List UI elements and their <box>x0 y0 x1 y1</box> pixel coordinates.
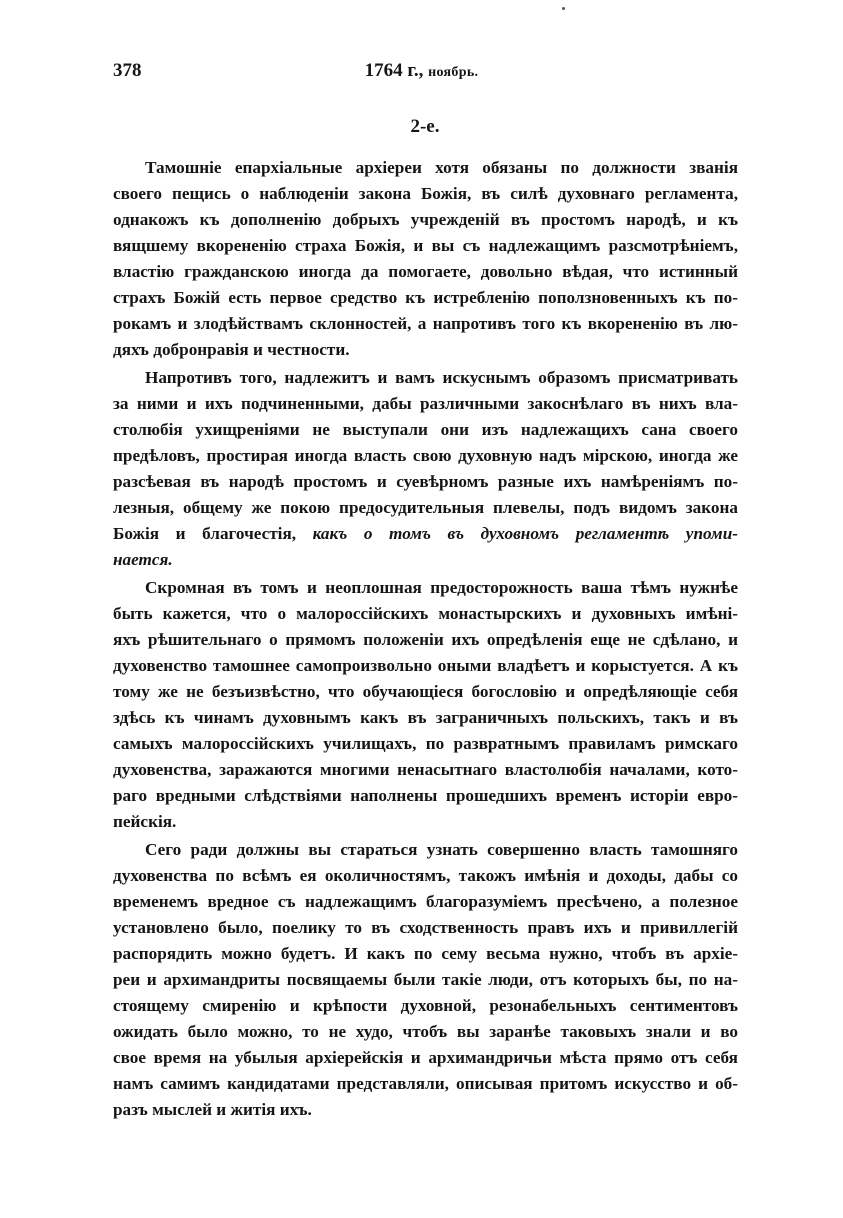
text-line <box>113 783 738 809</box>
document-body <box>113 155 738 1125</box>
line-text: яхъ рѣшительнаго о прямомъ положеніи ихъ опредѣленія еще не сдѣлано, и <box>113 630 738 649</box>
line-text: предѣловъ, простирая иногда власть свою духовную надъ мірскою, иногда же <box>113 446 738 465</box>
line-text: Божія и благочестія, <box>113 524 313 543</box>
text-line <box>113 311 738 337</box>
line-text: тому же не безъизвѣстно, что обучающіеся богословію и опредѣляющіе себя <box>113 682 738 701</box>
scan-speck <box>562 7 565 10</box>
line-text: духовенства по всѣмъ ея околичностямъ, такожъ имѣнія и доходы, дабы со <box>113 866 738 885</box>
text-line <box>113 443 738 469</box>
paragraph <box>113 575 738 835</box>
running-header <box>0 60 843 82</box>
text-line <box>113 601 738 627</box>
line-text: лезныя, общему же покою предосудительныя плевелы, подъ видомъ закона <box>113 498 738 517</box>
text-line <box>113 757 738 783</box>
text-line <box>113 495 738 521</box>
line-text: быть кажется, что о малороссійскихъ монастырскихъ и духовныхъ имѣні- <box>113 604 738 623</box>
line-text: свое время на убылыя архіерейскія и архимандричьи мѣста прямо отъ себя <box>113 1048 738 1067</box>
paragraph <box>113 837 738 1123</box>
line-text: намъ самимъ кандидатами представляли, описывая притомъ искусство и об- <box>113 1074 738 1093</box>
line-text: дяхъ добронравія и честности. <box>113 340 350 359</box>
text-line <box>113 207 738 233</box>
line-text: пейскія. <box>113 812 177 831</box>
line-text: духовенства, заражаются многими ненасытнаго властолюбія началами, кото- <box>113 760 738 779</box>
text-line <box>113 679 738 705</box>
page-number: 378 <box>113 60 142 81</box>
line-text: реи и архимандриты посвящаемы были такіе люди, отъ которыхъ бы, по на- <box>113 970 738 989</box>
line-text: столюбія ухищреніями не выступали они изъ надлежащихъ сана своего <box>113 420 738 439</box>
running-header-year: 1764 г., <box>364 60 424 81</box>
text-line <box>113 365 738 391</box>
text-line <box>113 391 738 417</box>
line-text: временемъ вредное съ надлежащимъ благоразуміемъ пресѣчено, а полезное <box>113 892 738 911</box>
line-text: ожидать было можно, то не худо, чтобъ вы заранѣе таковыхъ знали и во <box>113 1022 738 1041</box>
text-line <box>113 731 738 757</box>
line-text: Тамошніе епархіальные архіереи хотя обязаны по должности званія <box>145 158 738 177</box>
text-line <box>113 233 738 259</box>
text-line <box>113 337 738 363</box>
line-text: однакожъ къ дополненію добрыхъ учрежденій въ простомъ народѣ, и къ <box>113 210 738 229</box>
section-title: 2-е. <box>410 116 440 137</box>
line-text: разсѣевая въ народѣ простомъ и суевѣрномъ разные ихъ намѣреніямъ по- <box>113 472 738 491</box>
text-line <box>113 627 738 653</box>
text-line <box>113 547 738 573</box>
text-line <box>113 915 738 941</box>
italic-text: какъ о томъ въ духовномъ регламентѣ упоми- <box>312 524 738 543</box>
line-text: разъ мыслей и житія ихъ. <box>113 1100 312 1119</box>
line-text: стоящему смиренію и крѣпости духовной, резонабельныхъ сентиментовъ <box>113 996 738 1015</box>
paragraph <box>113 155 738 363</box>
text-line <box>113 837 738 863</box>
italic-text: нается. <box>113 550 173 569</box>
line-text: распорядить можно будетъ. И какъ по сему весьма нужно, чтобъ въ архіе- <box>113 944 738 963</box>
line-text: раго вредными слѣдствіями наполнены прошедшихъ временъ исторіи евро- <box>113 786 738 805</box>
paragraph <box>113 365 738 573</box>
running-header-month: ноябрь. <box>428 65 479 80</box>
text-line <box>113 1019 738 1045</box>
line-text: Напротивъ того, надлежитъ и вамъ искуснымъ образомъ присматривать <box>145 368 738 387</box>
text-line <box>113 967 738 993</box>
line-text: рокамъ и злодѣйствамъ склонностей, а напротивъ того къ вкорененію въ лю- <box>113 314 738 333</box>
text-line <box>113 259 738 285</box>
text-line <box>113 1071 738 1097</box>
text-line <box>113 521 738 547</box>
text-line <box>113 417 738 443</box>
text-line <box>113 993 738 1019</box>
text-line <box>113 1097 738 1123</box>
line-text: Скромная въ томъ и неоплошная предосторожность ваша тѣмъ нужнѣе <box>145 578 738 597</box>
text-line <box>113 469 738 495</box>
text-line <box>113 809 738 835</box>
line-text: здѣсь къ чинамъ духовнымъ какъ въ заграничныхъ польскихъ, такъ и въ <box>113 708 738 727</box>
line-text: страхъ Божій есть первое средство къ истребленію поползновенныхъ къ по- <box>113 288 738 307</box>
text-line <box>113 285 738 311</box>
text-line <box>113 155 738 181</box>
line-text: за ними и ихъ подчиненными, дабы различными закоснѣлаго въ нихъ вла- <box>113 394 738 413</box>
text-line <box>113 181 738 207</box>
text-line <box>113 1045 738 1071</box>
line-text: властію гражданскою иногда да помогаете, довольно вѣдая, что истинный <box>113 262 738 281</box>
text-line <box>113 863 738 889</box>
line-text: Сего ради должны вы стараться узнать совершенно власть тамошняго <box>145 840 738 859</box>
line-text: установлено было, поелику то въ сходственность правъ ихъ и привиллегій <box>113 918 738 937</box>
text-line <box>113 941 738 967</box>
line-text: самыхъ малороссійскихъ училищахъ, по развратнымъ правиламъ римскаго <box>113 734 738 753</box>
text-line <box>113 705 738 731</box>
line-text: своего пещись о наблюденіи закона Божія, въ силѣ духовнаго регламента, <box>113 184 738 203</box>
line-text: вящшему вкорененію страха Божія, и вы съ надлежащимъ разсмотрѣніемъ, <box>113 236 738 255</box>
text-line <box>113 575 738 601</box>
line-text: духовенство тамошнее самопроизвольно оными владѣетъ и корыстуется. А къ <box>113 656 738 675</box>
text-line <box>113 889 738 915</box>
text-line <box>113 653 738 679</box>
